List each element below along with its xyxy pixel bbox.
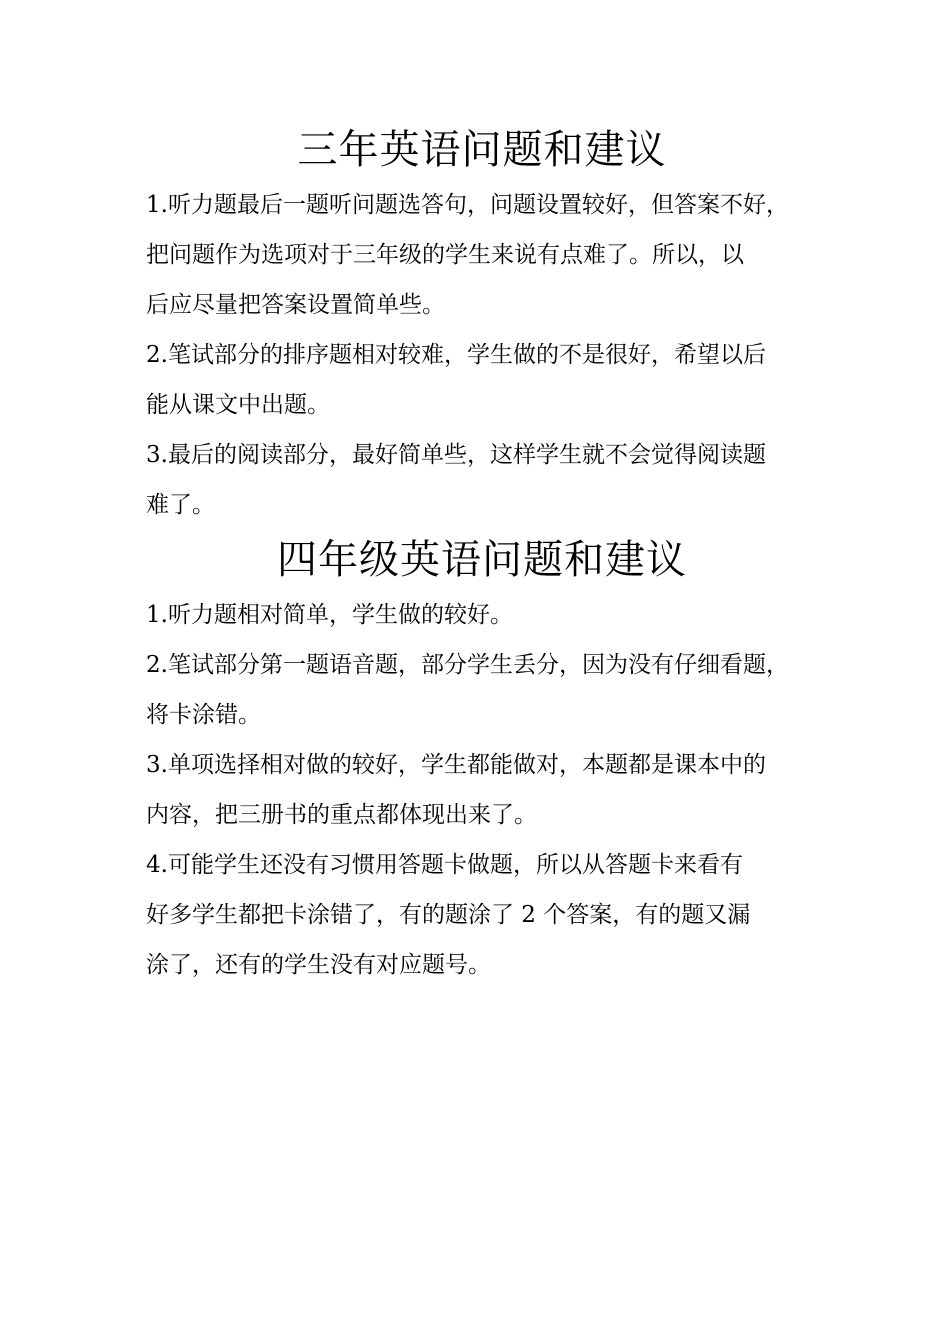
- item-line: 后应尽量把答案设置简单些。: [146, 292, 445, 318]
- list-item: [146, 180, 818, 330]
- item-line: 2.笔试部分第一题语音题，部分学生丢分，因为没有仔细看题，: [146, 652, 789, 678]
- section-title: 四年级英语问题和建议: [277, 537, 687, 583]
- item-line: 1.听力题相对简单，学生做的较好。: [146, 602, 513, 628]
- item-line: 难了。: [146, 492, 215, 518]
- item-line: 将卡涂错。: [146, 702, 261, 728]
- item-line: 1.听力题最后一题听问题选答句，问题设置较好，但答案不好，: [146, 192, 789, 218]
- item-line: 3.最后的阅读部分，最好简单些，这样学生就不会觉得阅读题: [146, 442, 766, 468]
- list-item: [146, 430, 818, 530]
- list-item: [146, 640, 818, 740]
- item-line: 能从课文中出题。: [146, 392, 330, 418]
- section-grade-three: [146, 120, 818, 530]
- list-item: [146, 740, 818, 840]
- list-item: [146, 840, 818, 990]
- item-line: 2.笔试部分的排序题相对较难，学生做的不是很好，希望以后: [146, 342, 766, 368]
- item-line: 涂了，还有的学生没有对应题号。: [146, 952, 491, 978]
- item-line: 3.单项选择相对做的较好，学生都能做对，本题都是课本中的: [146, 752, 766, 778]
- list-item: [146, 330, 818, 430]
- item-line: 4.可能学生还没有习惯用答题卡做题，所以从答题卡来看有: [146, 852, 743, 878]
- item-line: 把问题作为选项对于三年级的学生来说有点难了。所以，以: [146, 242, 744, 268]
- section-title: 三年英语问题和建议: [297, 127, 667, 173]
- list-item: [146, 590, 818, 640]
- section-grade-four: [146, 530, 818, 990]
- document-content: [146, 120, 818, 990]
- item-line: 内容，把三册书的重点都体现出来了。: [146, 802, 537, 828]
- item-line: 好多学生都把卡涂错了，有的题涂了 2 个答案，有的题又漏: [146, 902, 751, 928]
